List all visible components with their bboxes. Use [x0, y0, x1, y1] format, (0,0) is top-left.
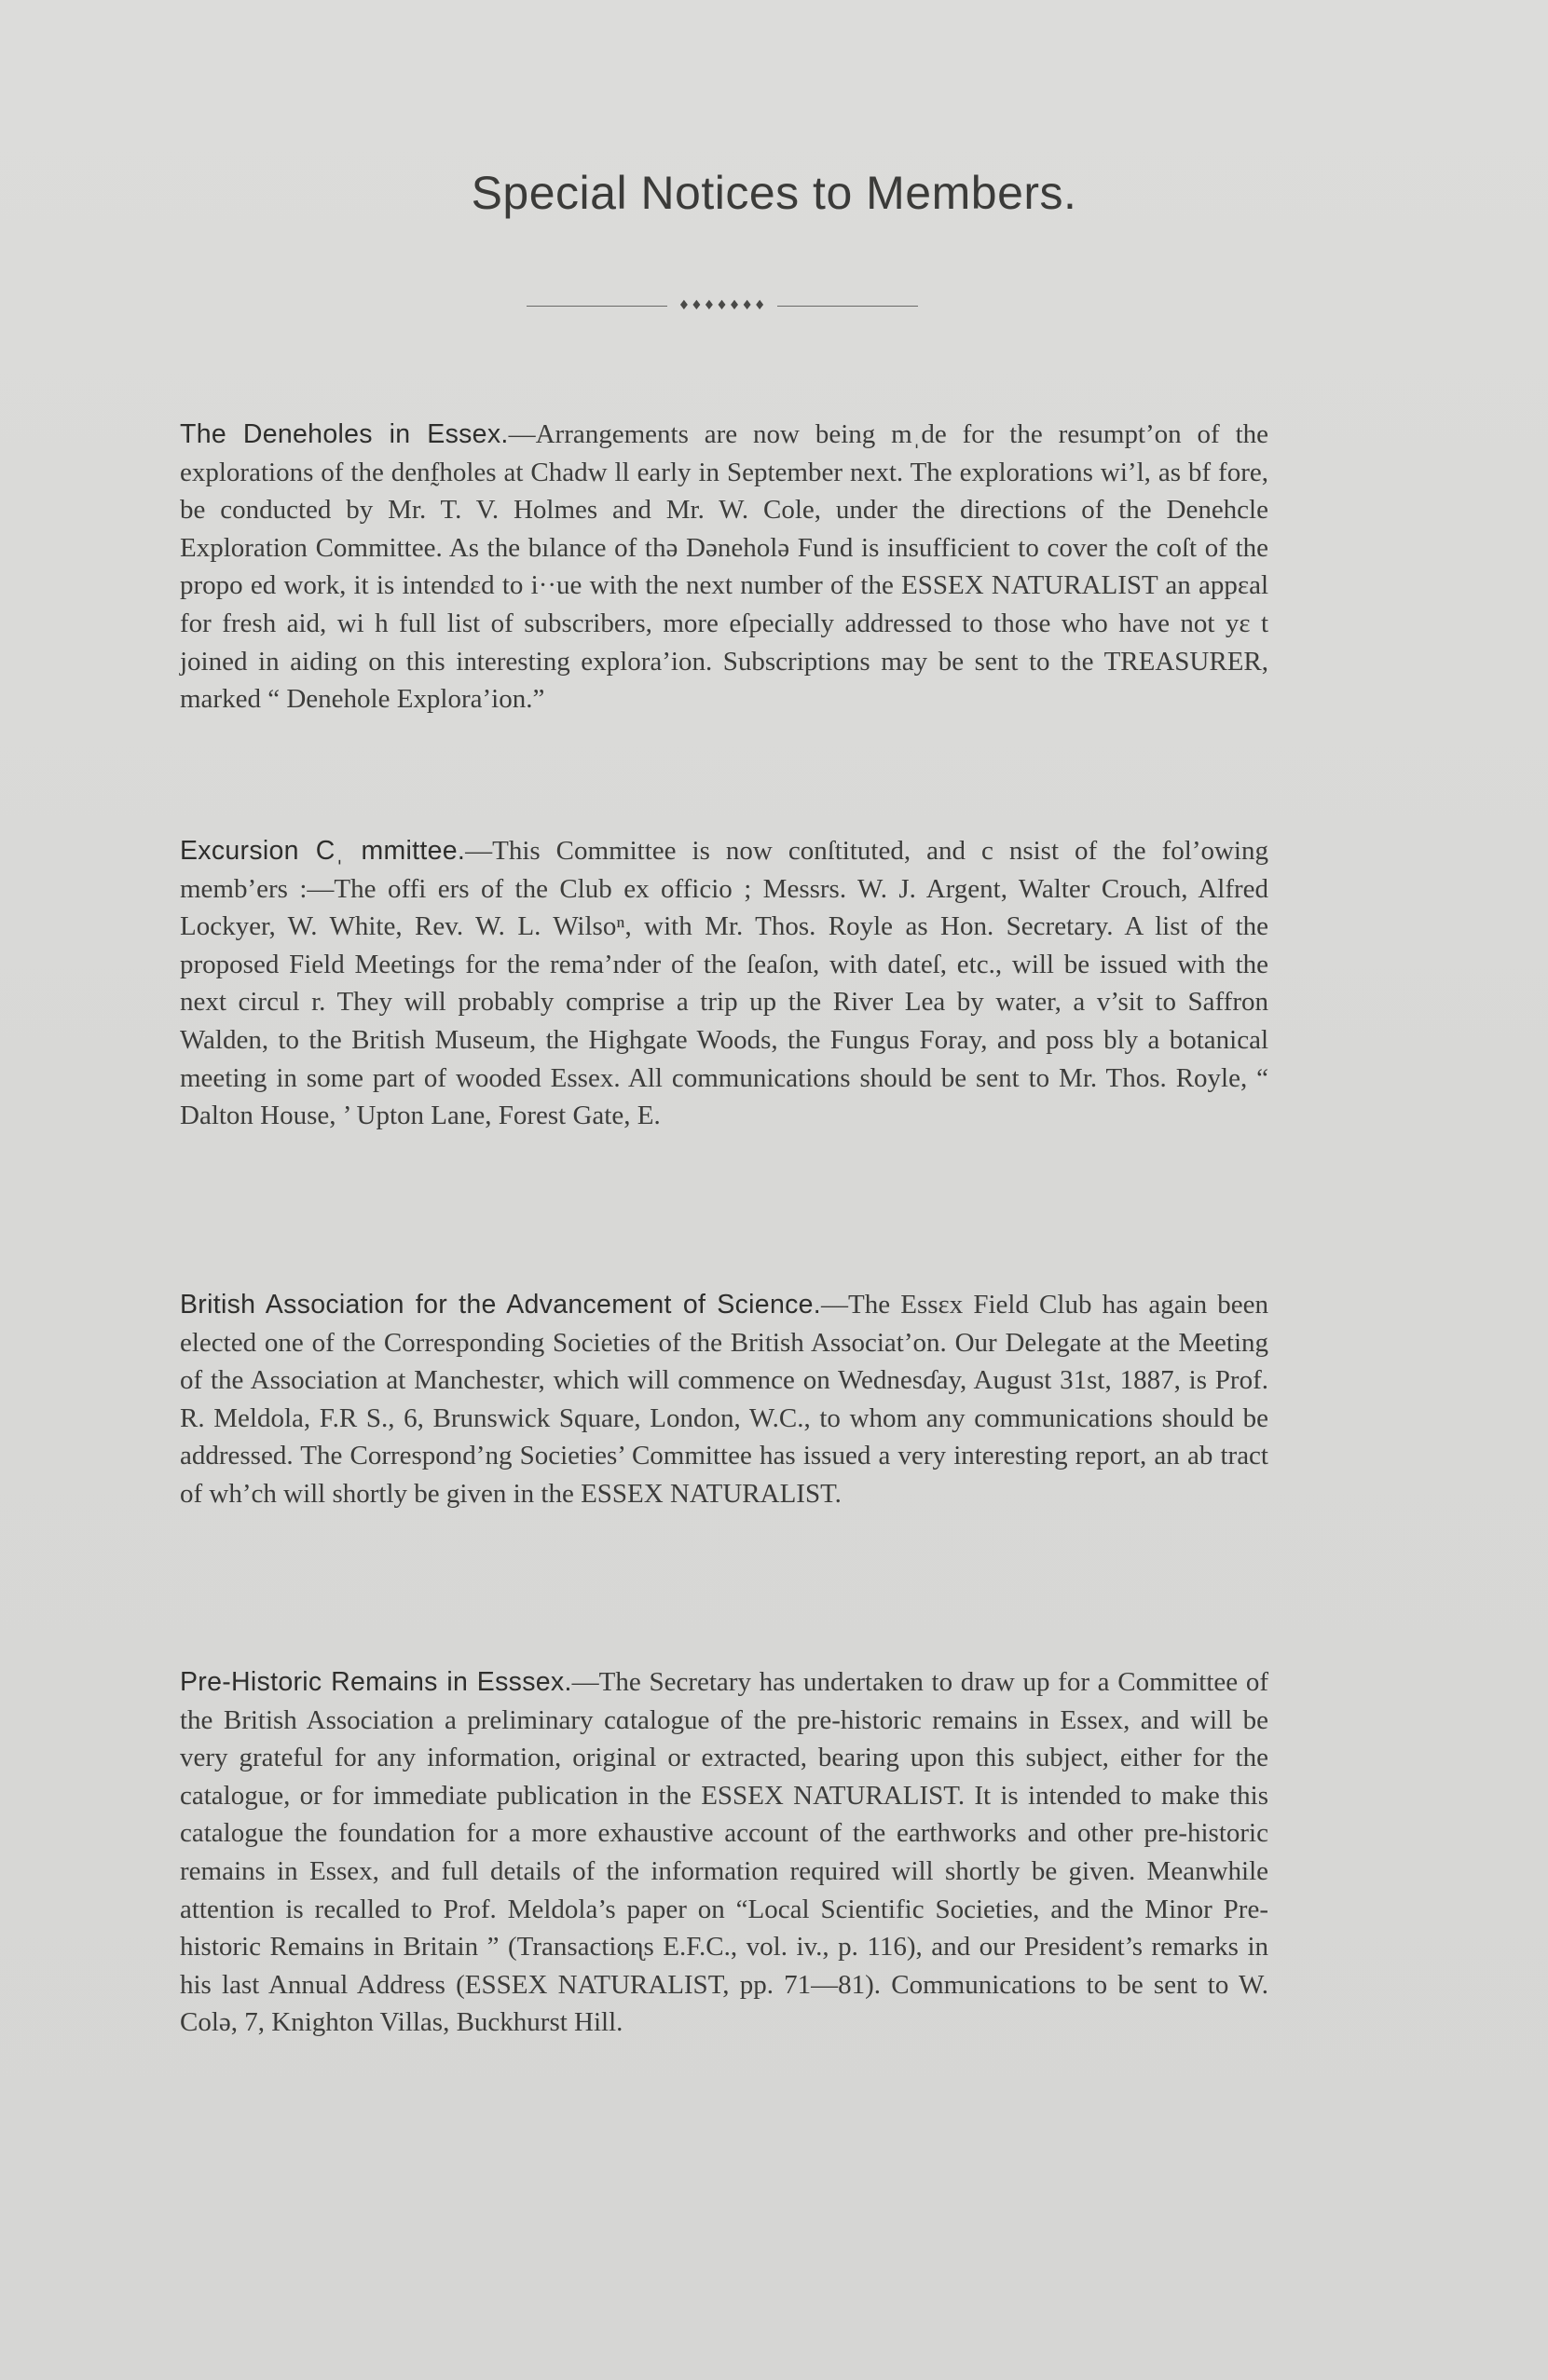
notice-heading: The Deneholes in Essex. [180, 419, 509, 449]
ornament-divider [527, 296, 918, 315]
notice-deneholes [180, 416, 1268, 718]
notice-body: —The Secretary has undertaken to draw up for a Committee of the British Association a preliminary cɑtalogue of the pre-historic remains in Essex, and will be very grateful for any information, original or extracted, bearing upon this subject, either for the catalogue, or for immediate publication in the ESSEX NATURALIST. It is intended to make this catalogue the foundation for a more exhaustive account of the earthworks and other pre-historic remains in Essex, and full details of the information required will shortly be given. Meanwhile attention is recalled to Prof. Meldola’s paper on “Local Scientific Societies, and the Minor Pre-historic Remains in Britain ” (Transactioɳs E.F.C., vol. iv., p. 116), and our President’s remarks in his last Annual Address (ESSEX NATURALIST, pp. 71—81). Communications to be sent to W. Colə, 7, Knighton Villas, Buckhurst Hill. [180, 1667, 1268, 2038]
notice-paragraph [180, 832, 1268, 1135]
notice-paragraph [180, 416, 1268, 718]
notice-prehistoric-remains [180, 1663, 1268, 2042]
notice-body: —Arrangements are now being mˌde for the resumpt’on of the explorations of the denf̰holes at Chadw ll early in September next. The explorations wi’l, as bf fore, be conducted by Mr. T. V. Holmes and Mr. W. Cole, under the directions of the Denehcle Exploration Committee. As the bılance of thə Dəneholə Fund is insufficient to cover the coſt of the propo ed work, it is intendɛd to i··ue with the next number of the ESSEX NATURALIST an appɛal for fresh aid, wi h full list of subscribers, more eſpecially addressed to those who have not yɛ t joined in aiding on this interesting explora’ion. Subscriptions may be sent to the TREASURER, marked “ Denehole Explora’ion.” [180, 419, 1268, 715]
notice-excursion-committee [180, 832, 1268, 1135]
notice-british-association [180, 1286, 1268, 1513]
notice-heading: Excursion Cˌ mmittee. [180, 836, 466, 866]
notice-heading: Pre-Historic Remains in Esssex. [180, 1667, 572, 1697]
notice-heading: British Association for the Advancement of Science. [180, 1290, 822, 1320]
notice-body: —The Essɛx Field Club has again been elected one of the Corresponding Societies of the British Associat’on. Our Delegate at the Meeting of the Association at Manchestɛr, which will commence on Wednesɗay, August 31st, 1887, is Prof. R. Meldola, F.R S., 6, Brunswick Square, London, W.C., to whom any communications should be addressed. The Correspond’ng Societies’ Committee has issued a very interesting report, an ab tract of wh’ch will shortly be given in the ESSEX NATURALIST. [180, 1290, 1268, 1509]
ornament-rule-right [777, 306, 918, 307]
page-title: Special Notices to Members. [471, 167, 1077, 219]
notice-paragraph [180, 1286, 1268, 1513]
diamond-ornament-icon: ♦♦♦♦♦♦♦ [678, 298, 767, 313]
notice-body: —This Committee is now conſtituted, and c nsist of the fol’owing memb’ers :—The offi ers of the Club ex officio ; Messrs. W. J. Argent, Walter Crouch, Alfred Lockyer, W. White, Rev. W. L. Wilsoⁿ, with Mr. Thos. Royle as Hon. Secretary. A list of the proposed Field Meetings for the rema’nder of the ſeaſon, with dateſ, etc., will be issued with the next circul r. They will probably comprise a trip up the River Lea by water, a v’sit to Saffron Walden, to the British Museum, the Highgate Woods, the Fungus Foray, and poss bly a botanical meeting in some part of wooded Essex. All communications should be sent to Mr. Thos. Royle, “ Dalton House, ’ Upton Lane, Forest Gate, E. [180, 836, 1268, 1131]
ornament-rule-left [527, 306, 667, 307]
notice-paragraph [180, 1663, 1268, 2042]
